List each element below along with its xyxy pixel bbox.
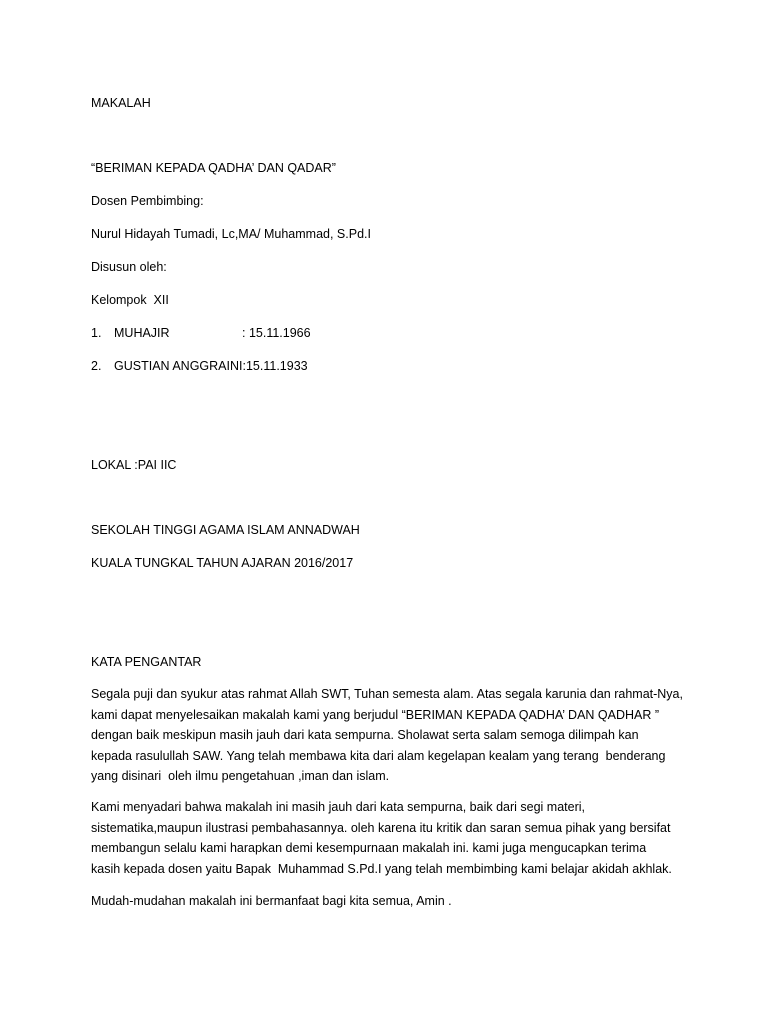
paper-title: “BERIMAN KEPADA QADHA’ DAN QADAR” [91,161,336,175]
member-number: 2. [91,359,102,373]
institution-name: SEKOLAH TINGGI AGAMA ISLAM ANNADWAH [91,523,360,537]
authors-label: Disusun oleh: [91,260,167,274]
foreword-paragraph-1 [91,684,691,787]
member-date: : 15.11.1966 [242,326,311,340]
foreword-closing: Mudah-mudahan makalah ini bermanfaat bagi kita semua, Amin . [91,894,452,908]
paragraph-line: yang disinari oleh ilmu pengetahuan ,iman dan islam. [91,769,390,783]
paragraph-line: Kami menyadari bahwa makalah ini masih jauh dari kata sempurna, baik dari segi materi, [91,800,585,814]
member-name: MUHAJIR [114,326,170,340]
location-year: KUALA TUNGKAL TAHUN AJARAN 2016/2017 [91,556,354,570]
paragraph-line: Segala puji dan syukur atas rahmat Allah SWT, Tuhan semesta alam. Atas segala karunia dan rahmat-Nya, [91,687,683,701]
document-label: MAKALAH [91,96,151,110]
paragraph-line: dengan baik meskipun masih jauh dari kata sempurna. Sholawat serta salam semoga dilimpah kan [91,728,639,742]
paragraph-line: sistematika,maupun ilustrasi pembahasannya. oleh karena itu kritik dan saran semua pihak yang bersifat [91,820,671,835]
advisor-label: Dosen Pembimbing: [91,194,204,208]
class-label: LOKAL :PAI IIC [91,458,177,472]
paragraph-line: membangun selalu kami harapkan demi kesempurnaan makalah ini. kami juga mengucapkan terima [91,841,647,855]
member-number: 1. [91,326,102,340]
paragraph-line: kami dapat menyelesaikan makalah kami yang berjudul “BERIMAN KEPADA QADHA’ DAN QADHAR ” [91,707,660,722]
paragraph-line: kepada rasulullah SAW. Yang telah membawa kita dari alam kegelapan kealam yang terang benderang [91,748,666,763]
foreword-paragraph-2 [91,797,691,879]
group-name: Kelompok XII [91,293,169,307]
paragraph-line: kasih kepada dosen yaitu Bapak Muhammad S.Pd.I yang telah membimbing kami belajar akidah akhlak. [91,861,672,876]
member-name-date: GUSTIAN ANGGRAINI:15.11.1933 [114,359,308,373]
foreword-heading: KATA PENGANTAR [91,655,202,669]
advisor-names: Nurul Hidayah Tumadi, Lc,MA/ Muhammad, S.Pd.I [91,227,371,241]
